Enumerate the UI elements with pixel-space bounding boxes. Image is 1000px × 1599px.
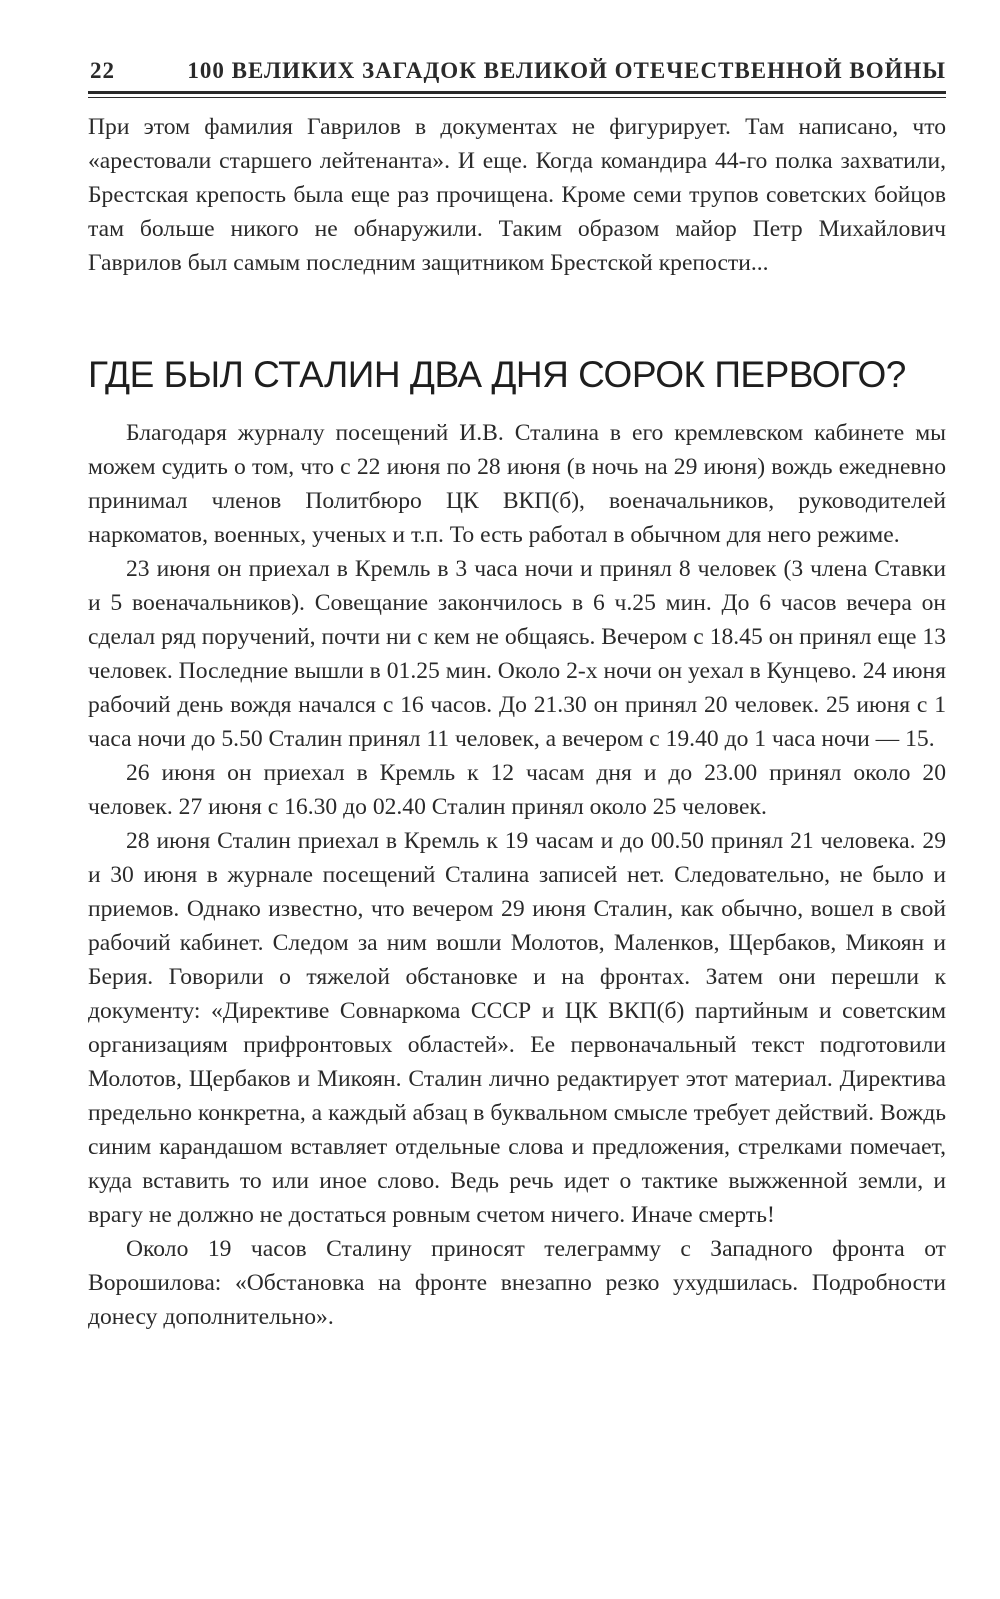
- body-paragraph: 28 июня Сталин приехал в Кремль к 19 часам и до 00.50 принял 21 человека. 29 и 30 июня в журнале посещений Сталина записей нет. Следовательно, не было и приемов. Однако известно, что вечером 29 июня Сталин, как обычно, вошел в свой рабочий кабинет. Следом за ним вошли Молотов, Маленков, Щербаков, Микоян и Берия. Говорили о тяжелой обстановке и на фронтах. Затем они перешли к документу: «Директиве Совнаркома СССР и ЦК ВКП(б) партийным и советским организациям прифронтовых областей». Ее первоначальный текст подготовили Молотов, Щербаков и Микоян. Сталин лично редактирует этот материал. Директива предельно конкретна, а каждый абзац в буквальном смысле требует действий. Вождь синим карандашом вставляет отдельные слова и предложения, стрелками помечает, куда вставить то или иное слово. Ведь речь идет о тактике выжженной земли, и врагу не должно не достаться ровным счетом ничего. Иначе смерть!: [88, 828, 946, 1228]
- body-paragraph: 26 июня он приехал в Кремль к 12 часам дня и до 23.00 принял около 20 человек. 27 июня с 16.30 до 02.40 Сталин принял около 25 человек.: [88, 760, 946, 820]
- section-heading: ГДЕ БЫЛ СТАЛИН ДВА ДНЯ СОРОК ПЕРВОГО?: [88, 354, 906, 395]
- body-paragraph: Благодаря журналу посещений И.В. Сталина в его кремлевском кабинете мы можем судить о том, что с 22 июня по 28 июня (в ночь на 29 июня) вождь ежедневно принимал членов Политбюро ЦК ВКП(б), военачальников, руководителей наркоматов, военных, ученых и т.п. То есть работал в обычном для него режиме.: [88, 420, 946, 548]
- book-title: 100 ВЕЛИКИХ ЗАГАДОК ВЕЛИКОЙ ОТЕЧЕСТВЕННОЙ ВОЙНЫ: [187, 58, 946, 83]
- header-rule-thick: [88, 91, 946, 94]
- intro-text: [88, 110, 946, 280]
- intro-paragraph: При этом фамилия Гаврилов в документах не фигурирует. Там написано, что «арестовали старшего лейтенанта». И еще. Когда командира 44-го полка захватили, Брестская крепость была еще раз прочищена. Кроме семи трупов советских бойцов там больше никого не обнаружили. Таким образом майор Петр Михайлович Гаврилов был самым последним защитником Брестской крепости...: [88, 114, 946, 276]
- header-rule-thin: [88, 97, 946, 98]
- page-number: 22: [90, 58, 115, 83]
- body-paragraph: 23 июня он приехал в Кремль в 3 часа ночи и принял 8 человек (3 члена Ставки и 5 военачальников). Совещание закончилось в 6 ч.25 мин. До 6 часов вечера он сделал ряд поручений, почти ни с кем не общаясь. Вечером с 18.45 он принял еще 13 человек. Последние вышли в 01.25 мин. Около 2-х ночи он уехал в Кунцево. 24 июня рабочий день вождя начался с 16 часов. До 21.30 он принял 20 человек. 25 июня с 1 часа ночи до 5.50 Сталин принял 11 человек, а вечером с 19.40 до 1 часа ночи — 15.: [88, 556, 946, 752]
- body-paragraph: Около 19 часов Сталину приносят телеграмму с Западного фронта от Ворошилова: «Обстановка на фронте внезапно резко ухудшилась. Подробности донесу дополнительно».: [88, 1236, 946, 1330]
- running-header: [88, 58, 946, 92]
- section-body: [88, 416, 946, 1334]
